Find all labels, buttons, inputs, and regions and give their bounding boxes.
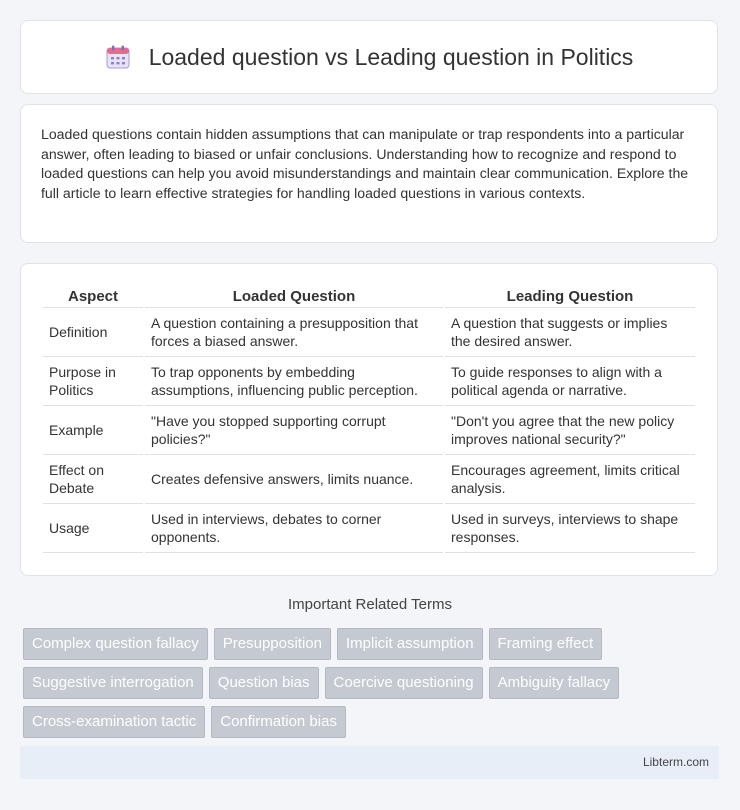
cell-loaded: To trap opponents by embedding assumptions, influencing public perception. [145, 357, 443, 406]
header-loaded-question: Loaded Question [145, 284, 443, 308]
cell-loaded: "Have you stopped supporting corrupt policies?" [145, 406, 443, 455]
comparison-table-card [20, 263, 718, 576]
cell-leading: Used in surveys, interviews to shape responses. [445, 504, 695, 553]
table-row [43, 504, 695, 553]
table-row [43, 308, 695, 357]
page-title: Loaded question vs Leading question in Politics [148, 43, 634, 70]
comparison-table [41, 284, 697, 553]
related-terms-list [23, 628, 723, 738]
related-terms-title: Important Related Terms [288, 596, 452, 613]
intro-card [20, 104, 718, 243]
related-term-tag[interactable]: Framing effect [489, 628, 603, 660]
related-term-tag[interactable]: Question bias [209, 667, 319, 699]
header-leading-question: Leading Question [445, 284, 695, 308]
calendar-icon [105, 44, 131, 70]
cell-aspect: Purpose in Politics [43, 357, 143, 406]
footer-site-link[interactable]: Libterm.com [642, 755, 709, 769]
cell-aspect: Effect on Debate [43, 455, 143, 504]
cell-loaded: A question containing a presupposition that forces a biased answer. [145, 308, 443, 357]
related-term-tag[interactable]: Cross-examination tactic [23, 706, 205, 738]
related-term-tag[interactable]: Presupposition [214, 628, 331, 660]
related-term-tag[interactable]: Coercive questioning [325, 667, 483, 699]
table-row [43, 357, 695, 406]
related-term-tag[interactable]: Implicit assumption [337, 628, 483, 660]
cell-aspect: Usage [43, 504, 143, 553]
related-term-tag[interactable]: Ambiguity fallacy [489, 667, 620, 699]
cell-leading: To guide responses to align with a political agenda or narrative. [445, 357, 695, 406]
cell-leading: "Don't you agree that the new policy improves national security?" [445, 406, 695, 455]
table-row [43, 455, 695, 504]
cell-aspect: Definition [43, 308, 143, 357]
related-term-tag[interactable]: Confirmation bias [211, 706, 346, 738]
footer [20, 746, 719, 779]
cell-aspect: Example [43, 406, 143, 455]
header-card [20, 20, 718, 94]
cell-leading: A question that suggests or implies the desired answer. [445, 308, 695, 357]
header-aspect: Aspect [43, 284, 143, 308]
related-term-tag[interactable]: Suggestive interrogation [23, 667, 203, 699]
cell-loaded: Used in interviews, debates to corner opponents. [145, 504, 443, 553]
table-row [43, 406, 695, 455]
cell-loaded: Creates defensive answers, limits nuance. [145, 455, 443, 504]
related-term-tag[interactable]: Complex question fallacy [23, 628, 208, 660]
cell-leading: Encourages agreement, limits critical analysis. [445, 455, 695, 504]
table-header-row [43, 284, 695, 308]
intro-text: Loaded questions contain hidden assumptions that can manipulate or trap respondents into a particular answer, often leading to biased or unfair conclusions. Understanding how to recognize and respond to loaded questions can help you avoid misunderstandings and maintain clear communication. Explore the full article to learn effective strategies for handling loaded questions in various contexts. [41, 126, 689, 201]
